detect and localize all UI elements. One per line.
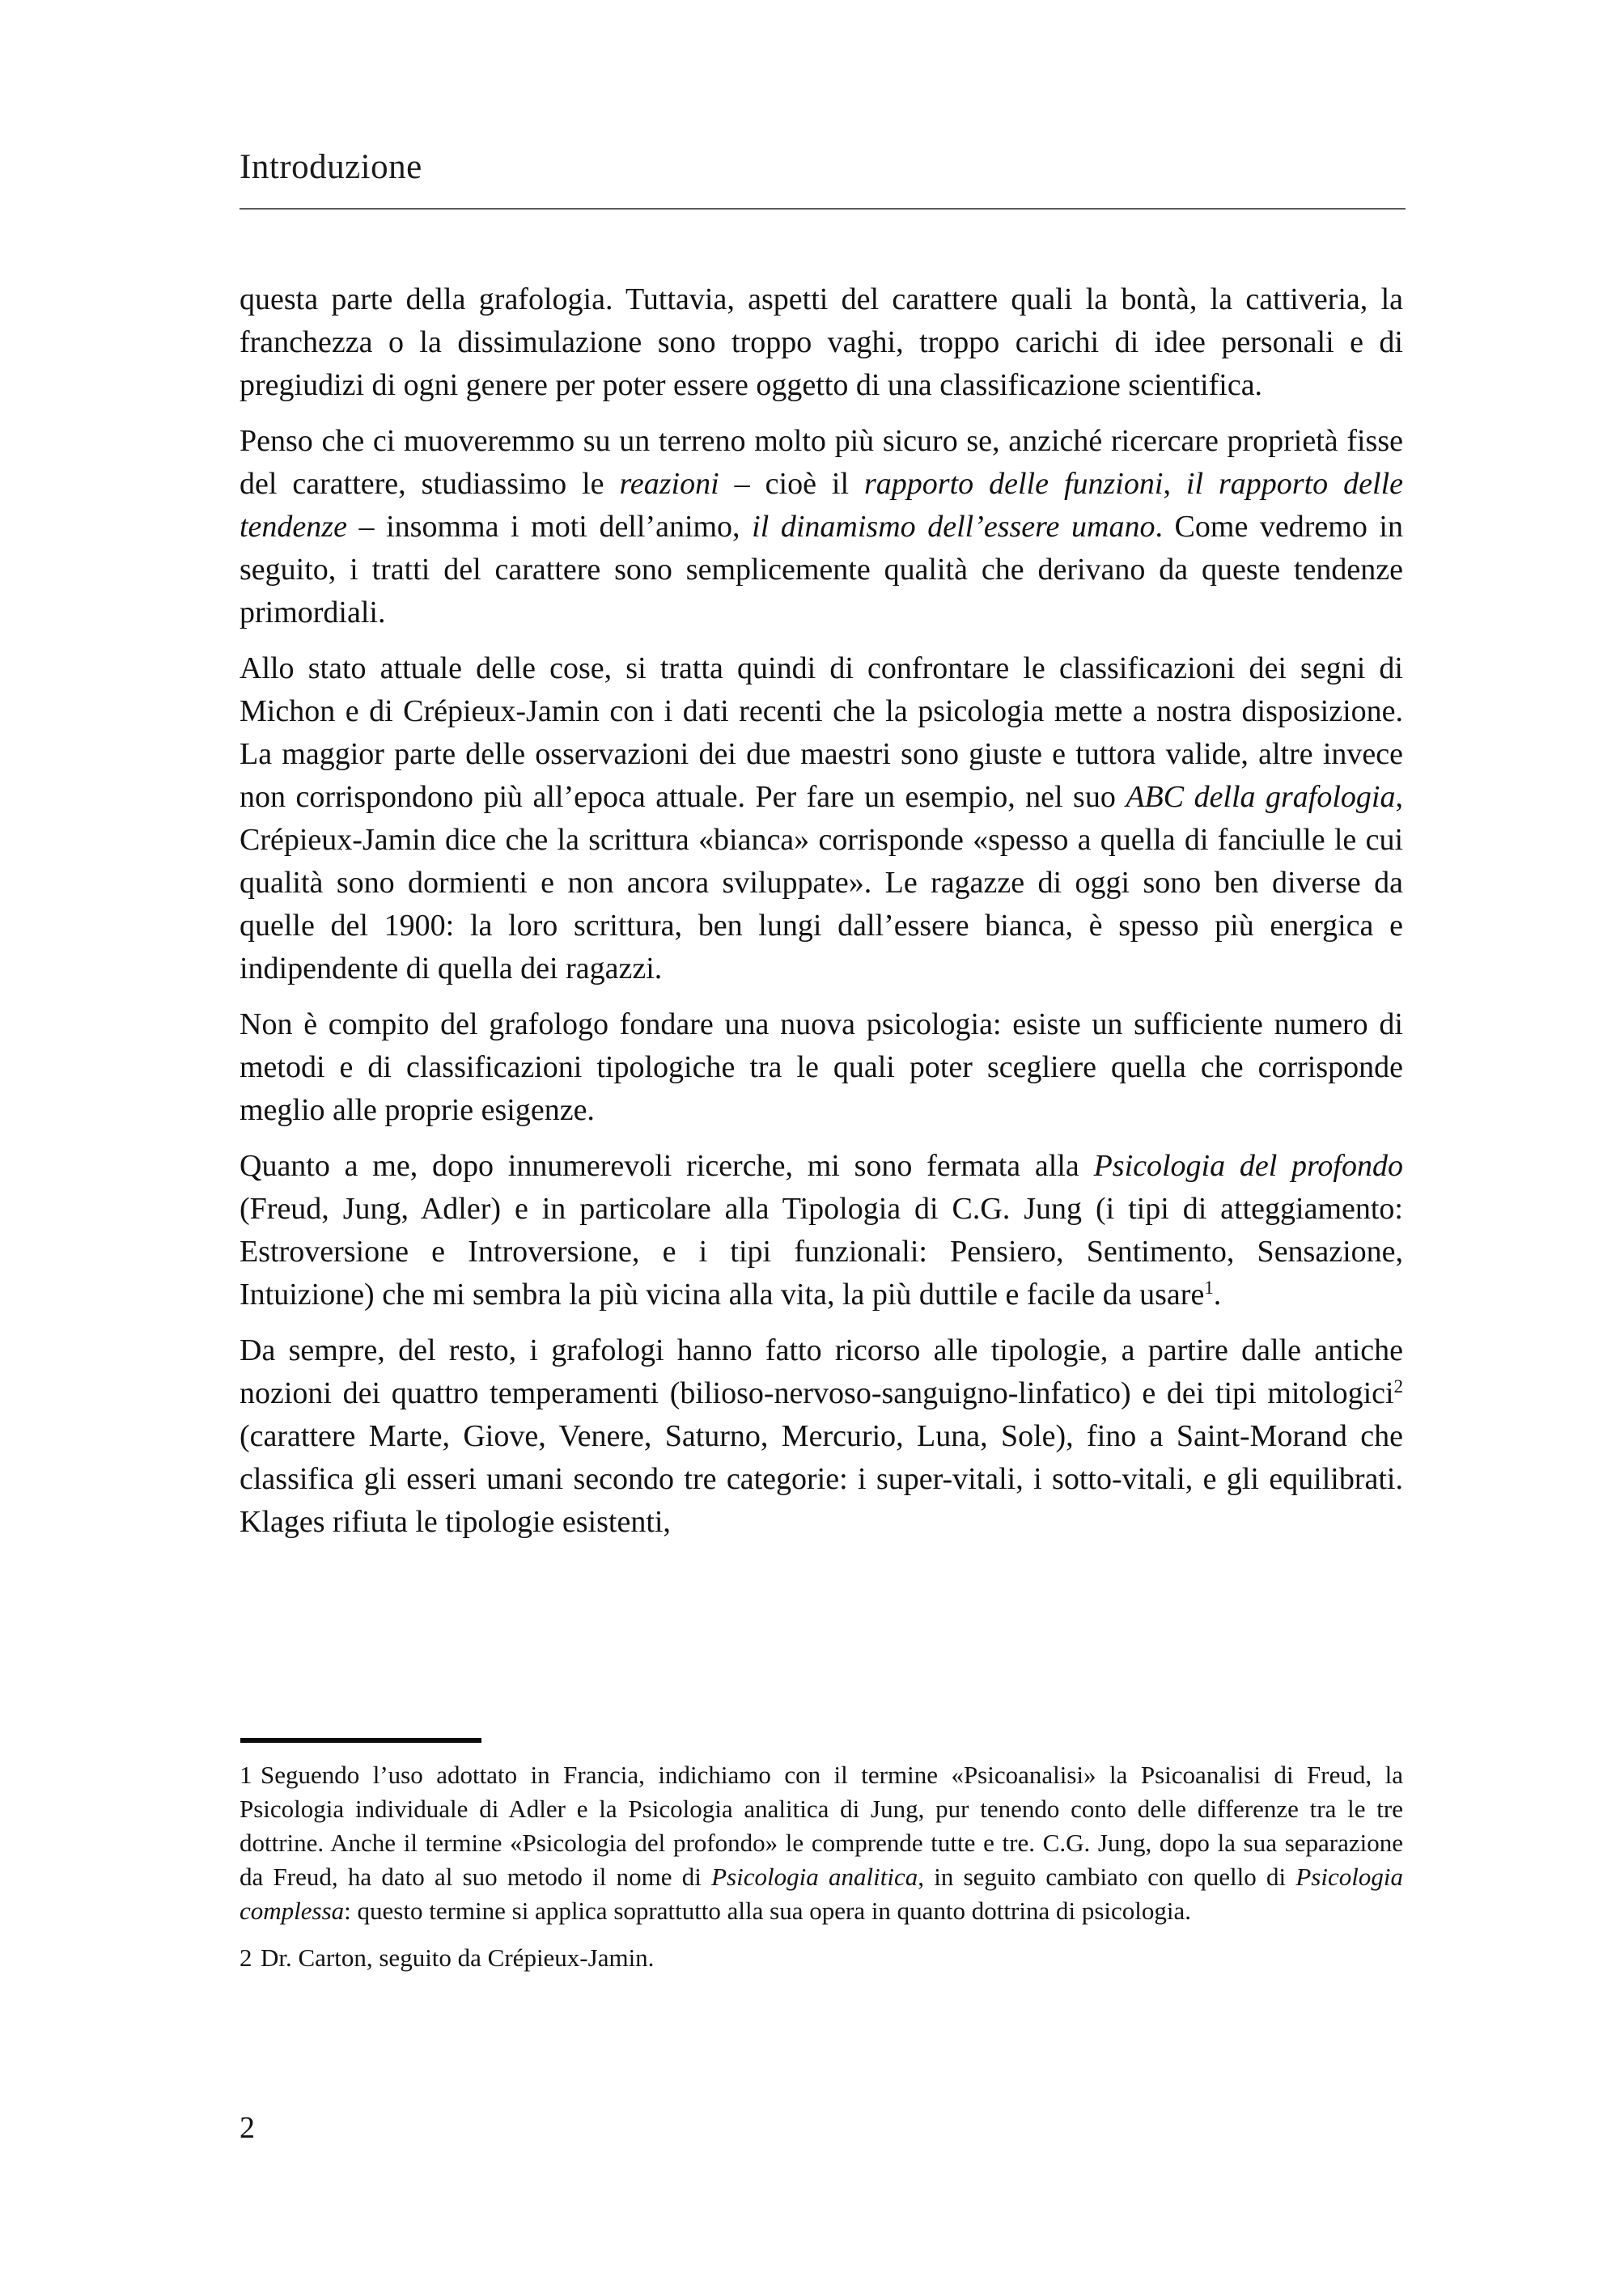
text-run: , in seguito cambiato con quello di [918,1863,1296,1891]
paragraph [240,420,1403,634]
italic-run: Psicologia analitica [711,1863,918,1891]
text-run: Dr. Carton, seguito da Crépieux-Jamin. [261,1943,655,1972]
italic-run: Psicologia complessa [240,1863,1403,1925]
text-run: . Come vedremo in seguito, i tratti del carattere sono semplicemente qualità che derivano da queste tendenze primordiali. [240,510,1403,629]
italic-run: Psicologia del profondo [1093,1149,1403,1183]
footnote-marker: 1 [240,1761,252,1789]
paragraph [240,1145,1403,1316]
footnote [240,1758,1403,1928]
text-run: Allo stato attuale delle cose, si tratta quindi di confrontare le classificazioni dei segni di Michon e di Crépieux-Jamin con i dati recenti che la psicologia mette a nostra disposizione. La maggior parte delle osservazioni dei due maestri sono giuste e tuttora valide, altre invece non corrispondono più all’epoca attuale. Per fare un esempio, nel suo [240,651,1403,814]
text-run: Quanto a me, dopo innumerevoli ricerche, mi sono fermata alla [240,1149,1094,1183]
italic-run: il rapporto delle tendenze [240,467,1403,544]
footnote-ref: 2 [1393,1376,1403,1397]
footnote [240,1941,1403,1975]
header-rule [240,208,1406,210]
page-header-title: Introduzione [240,148,422,186]
text-run: (carattere Marte, Giove, Venere, Saturno, Mercurio, Luna, Sole), fino a Saint-Morand che classifica gli esseri umani secondo tre categorie: i super-vitali, i sotto-vitali, e gli equilibrati. Klages rifiuta le tipologie esistenti, [240,1419,1403,1539]
text-run: – cioè il [719,467,865,501]
page-number: 2 [240,2111,255,2145]
footnote-marker: 2 [240,1943,252,1972]
text-run: Seguendo l’uso adottato in Francia, indichiamo con il termine «Psicoanalisi» la Psicoanalisi di Freud, la Psicologia individuale di Adler e la Psicologia analitica di Jung, pur tenendo conto delle differenze tra le tre dottrine. Anche il termine «Psicologia del profondo» le comprende tutte e tre. C.G. Jung, dopo la sua separazione da Freud, ha dato al suo metodo il nome di [240,1761,1403,1891]
footnote-ref: 1 [1204,1278,1214,1299]
footnote-separator [240,1738,481,1743]
italic-run: ABC della grafologia [1126,780,1396,814]
footnotes [240,1758,1403,1975]
italic-run: il dinamismo dell’essere umano [752,510,1155,544]
text-run: Penso che ci muoveremmo su un terreno molto più sicuro se, anziché ricercare proprietà fisse del carattere, studiassimo le [240,424,1403,501]
text-run: : questo termine si applica soprattutto alla sua opera in quanto dottrina di psicologia. [344,1897,1192,1925]
paragraph [240,278,1403,407]
text-run: questa parte della grafologia. Tuttavia, aspetti del carattere quali la bontà, la cattiveria, la franchezza o la dissimulazione sono troppo vaghi, troppo carichi di idee personali e di pregiudizi di ogni genere per poter essere oggetto di una classificazione scientifica. [240,282,1403,402]
text-run: Da sempre, del resto, i grafologi hanno fatto ricorso alle tipologie, a partire dalle antiche nozioni dei quattro temperamenti (bilioso-nervoso-sanguigno-linfatico) e dei tipi mitologici [240,1333,1403,1410]
text-run: . [1213,1278,1222,1312]
text-run: – insomma i moti dell’animo, [346,510,753,544]
italic-run: rapporto delle funzioni [864,467,1164,501]
body-text [240,278,1403,1544]
italic-run: reazioni [619,467,719,501]
text-run: , [1163,467,1186,501]
paragraph [240,647,1403,990]
text-run: (Freud, Jung, Adler) e in particolare alla Tipologia di C.G. Jung (i tipi di atteggiamento: Estroversione e Introversione, e i tipi funzionali: Pensiero, Sentimento, Sensazione, Intuizione) che mi sembra la più vicina alla vita, la più duttile e facile da usare [240,1192,1403,1312]
text-run: , Crépieux-Jamin dice che la scrittura «bianca» corrisponde «spesso a quella di fanciulle le cui qualità sono dormienti e non ancora sviluppate». Le ragazze di oggi sono ben diverse da quelle del 1900: la loro scrittura, ben lungi dall’essere bianca, è spesso più energica e indipendente di quella dei ragazzi. [240,780,1403,985]
paragraph [240,1329,1403,1544]
text-run: Non è compito del grafologo fondare una nuova psicologia: esiste un sufficiente numero di metodi e di classificazioni tipologiche tra le quali poter scegliere quella che corrisponde meglio alle proprie esigenze. [240,1007,1403,1127]
paragraph [240,1003,1403,1132]
